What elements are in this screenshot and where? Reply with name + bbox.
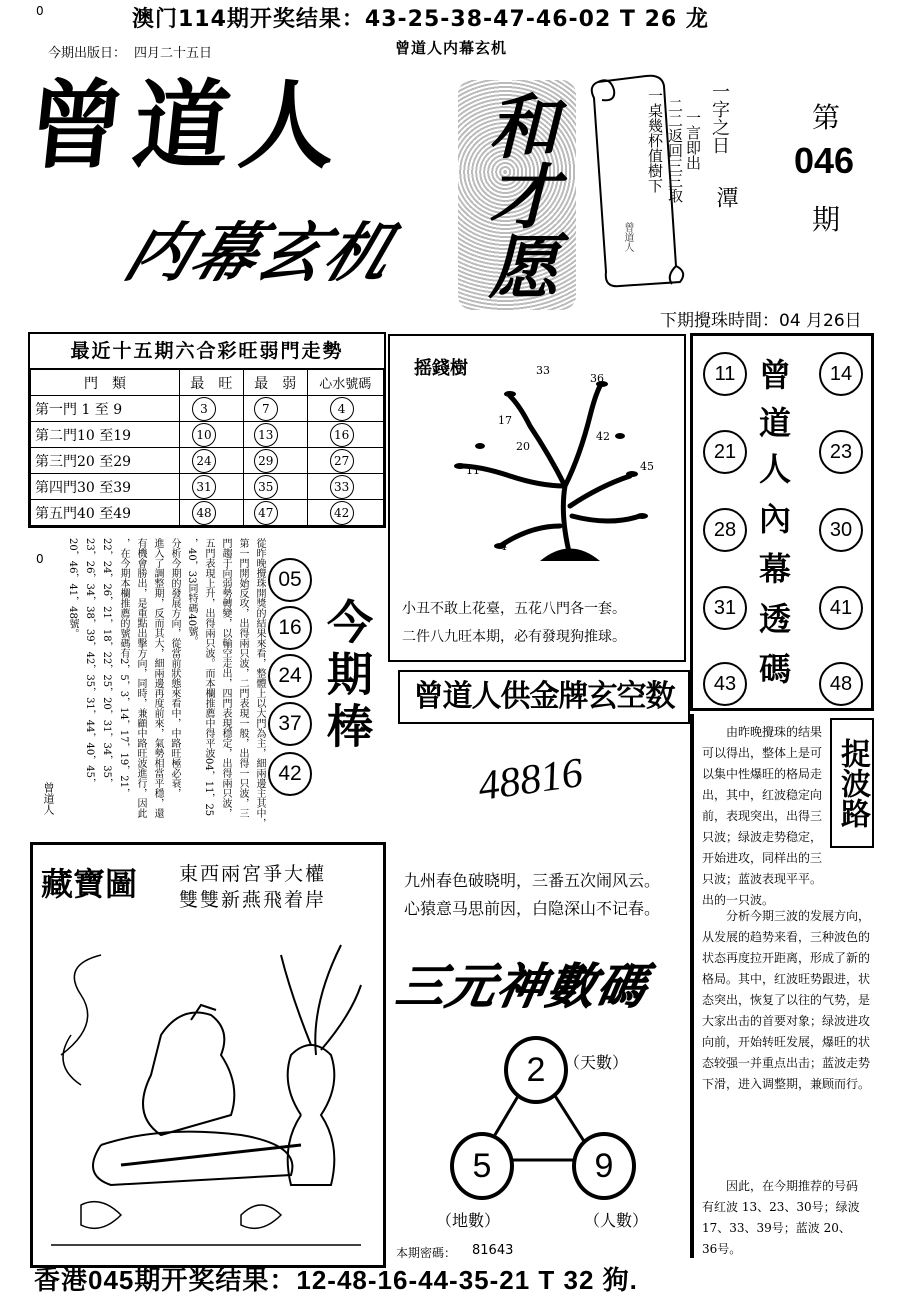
code-circle: 28 bbox=[703, 508, 747, 552]
earth-label: （地數） bbox=[436, 1211, 501, 1230]
main-title: 曾道人 bbox=[22, 69, 352, 182]
sub-title: 内幕玄机 bbox=[115, 217, 405, 291]
analysis-column: 23，26，34，38，39，42，35，31，44，40，45， bbox=[84, 538, 95, 788]
tree-illustration bbox=[420, 366, 670, 566]
table-row bbox=[31, 500, 384, 526]
code-char: 人 bbox=[759, 450, 792, 488]
analysis-column: 20，46，41，48號。 bbox=[67, 538, 78, 639]
tree-number: 11 bbox=[466, 464, 480, 477]
password-label: 本期密碼： bbox=[396, 1246, 457, 1260]
column-header: 門 類 bbox=[31, 370, 180, 396]
sage-illustration bbox=[41, 915, 371, 1255]
tree-number: 33 bbox=[536, 364, 550, 377]
treasure-title: 藏寶圖 bbox=[41, 865, 138, 903]
code-char: 幕 bbox=[759, 550, 792, 588]
analysis-text bbox=[58, 538, 268, 838]
column-header: 心水號碼 bbox=[307, 370, 383, 396]
wave-title: 捉波路 bbox=[830, 718, 874, 848]
human-label: （人數） bbox=[584, 1211, 649, 1230]
macau-result: 澳门114期开奖结果：43-25-38-47-46-02 T 26 龙 bbox=[132, 7, 709, 32]
corner-mark: 0 bbox=[36, 4, 44, 18]
code-circle: 30 bbox=[819, 508, 863, 552]
cold-number: 7 bbox=[254, 397, 278, 421]
analysis-column: 從昨晚攪珠開獎的結果來看，整體上以大門為主，細兩邊主其中， bbox=[254, 538, 265, 828]
tree-poem-line: 小丑不敢上花臺，五花八門各一套。 bbox=[402, 601, 626, 617]
pub-date-label: 今期出版日： bbox=[48, 46, 127, 61]
stick-number: 05 bbox=[268, 558, 312, 602]
code-char: 碼 bbox=[759, 650, 792, 688]
row-label: 第四門30 至39 bbox=[31, 474, 180, 500]
analysis-column: 分析今期的發展方向，從當前狀態來看中，中路旺極必衰， bbox=[169, 538, 180, 798]
human-number: 9 bbox=[572, 1132, 636, 1200]
analysis-signature: 曾道人 bbox=[42, 782, 55, 815]
verse-line: 九州春色破晓明，三番五次闹风云。 bbox=[404, 871, 661, 890]
wave-para: 由昨晚攪珠的结果可以得出，整体上是可以集中性爆旺的格局走出，其中，红波稳定向前，表现突出，出得三只波；绿波走势稳定，开始进攻，同样出的三只波；蓝波表现平平。出的一只波。 bbox=[702, 725, 823, 907]
scroll-signature: 曾道人 bbox=[622, 222, 633, 252]
cold-number: 47 bbox=[254, 501, 278, 525]
verse-line: 心猿意马思前因，白隐深山不记春。 bbox=[404, 899, 661, 918]
code-circle: 31 bbox=[703, 586, 747, 630]
wave-para-1a bbox=[702, 722, 826, 911]
stick-number: 42 bbox=[268, 752, 312, 796]
column-header: 最 弱 bbox=[243, 370, 307, 396]
table-row bbox=[31, 474, 384, 500]
hot-number: 24 bbox=[192, 449, 216, 473]
scroll-line-1: 一字之日 bbox=[709, 82, 730, 154]
stick-label: 今期棒 bbox=[320, 598, 374, 754]
column-divider bbox=[690, 714, 694, 1258]
analysis-column: 門趨于向弱勢轉變，以輸空走出，四門表現穩定，出得兩只波， bbox=[220, 538, 231, 818]
analysis-column: ，在今期本欄推薦的號碼有2，5，3，14，17，19，21， bbox=[118, 538, 129, 798]
analysis-column: 五門表現上升，出得兩只波。而本欄推薦中得平波04，11，25 bbox=[203, 538, 214, 817]
tree-number: 36 bbox=[590, 372, 604, 385]
analysis-column: 22，24，26，21，18，22，25，20，31，34，35， bbox=[101, 538, 112, 788]
sanyuan-title: 三元神數碼 bbox=[392, 961, 652, 1014]
treasure-verse: 雙雙新燕飛着岸 bbox=[179, 889, 327, 911]
issue-number: 046 bbox=[794, 140, 855, 181]
issue-suffix: 期 bbox=[812, 203, 841, 236]
analysis-column: 有機會勝出，是重點出擊方向，同時，兼顧中路旺波進行，因此 bbox=[135, 538, 146, 818]
tree-number: 42 bbox=[596, 430, 610, 443]
code-char: 道 bbox=[759, 404, 792, 442]
wave-para-2: 分析今期三波的发展方向，从发展的趋势来看，三种波色的状态再度拉开距离，形成了新的格局。其中，红波旺势跟进，状态突出，恢复了以往的气势，是大家出击的首要对象；绿波进攻向前，开始转旺发展，爆旺的状态较强一并重点出击；蓝波走势下滑，进入调整期，兼顾而行。 bbox=[702, 909, 871, 1091]
trend-table-panel bbox=[28, 332, 386, 528]
trend-table-title: 最近十五期六合彩旺弱門走勢 bbox=[30, 334, 384, 369]
code-circle: 48 bbox=[819, 662, 863, 706]
pick-number: 27 bbox=[330, 449, 354, 473]
table-header-row bbox=[31, 370, 384, 396]
issue-prefix: 第 bbox=[812, 101, 841, 134]
wave-para-3: 因此，在今期推荐的号码有红波 13、23、30号；绿波 17、33、39号；蓝波 20、36号。 bbox=[702, 1179, 860, 1256]
code-circle: 14 bbox=[819, 352, 863, 396]
stick-number: 24 bbox=[268, 654, 312, 698]
tree-number: 20 bbox=[516, 440, 530, 453]
pub-date: 四月二十五日 bbox=[134, 46, 213, 61]
row-label: 第五門40 至49 bbox=[31, 500, 180, 526]
table-row bbox=[31, 448, 384, 474]
pick-number: 33 bbox=[330, 475, 354, 499]
row-label: 第二門10 至19 bbox=[31, 422, 180, 448]
scroll-line-4: 二二返回三三取 bbox=[666, 98, 684, 203]
tree-poem-line: 二件八九旺本期，必有發現狗推球。 bbox=[402, 629, 626, 645]
scroll-line-3: 一言即出 bbox=[684, 110, 702, 170]
code-circle: 21 bbox=[703, 430, 747, 474]
pick-number: 42 bbox=[330, 501, 354, 525]
column-header: 最 旺 bbox=[180, 370, 244, 396]
scroll-line-2: 潭 bbox=[713, 186, 738, 208]
stick-number: 37 bbox=[268, 702, 312, 746]
treasure-map-panel bbox=[30, 842, 386, 1268]
code-circle: 23 bbox=[819, 430, 863, 474]
analysis-column: 進入了調整期，反而其大，細兩邊再度前來，氣勢相當平穩，還 bbox=[152, 538, 163, 818]
password-value: 81643 bbox=[472, 1243, 514, 1258]
inside-codes-panel bbox=[690, 333, 874, 711]
hk-result: 香港045期开奖结果：12-48-16-44-35-21 T 32 狗. bbox=[34, 1265, 638, 1295]
row-label: 第三門20 至29 bbox=[31, 448, 180, 474]
table-row bbox=[31, 422, 384, 448]
gold-handwriting: 48816 bbox=[475, 749, 586, 811]
pick-number: 4 bbox=[330, 397, 354, 421]
row-label: 第一門 1 至 9 bbox=[31, 396, 180, 422]
cold-number: 29 bbox=[254, 449, 278, 473]
pick-number: 16 bbox=[330, 423, 354, 447]
earth-number: 5 bbox=[450, 1132, 514, 1200]
code-char: 曾 bbox=[759, 356, 792, 394]
money-tree-panel bbox=[388, 334, 686, 662]
tree-number: 45 bbox=[640, 460, 654, 473]
treasure-verse: 東西兩宮爭大權 bbox=[179, 863, 327, 885]
tree-number: 17 bbox=[498, 414, 512, 427]
table-row bbox=[31, 396, 384, 422]
analysis-column: 第一門開始反攻，出得兩只波，二門表現一般，出得一只波，三 bbox=[237, 538, 248, 818]
heaven-number: 2 bbox=[504, 1036, 568, 1104]
header-subtitle: 曾道人内幕玄机 bbox=[395, 39, 508, 57]
cold-number: 35 bbox=[254, 475, 278, 499]
hot-number: 3 bbox=[192, 397, 216, 421]
hot-number: 48 bbox=[192, 501, 216, 525]
graffiti-text: 和才愿 bbox=[477, 90, 560, 300]
analysis-column: ，40，33同特碼40號。 bbox=[186, 538, 197, 647]
hot-number: 31 bbox=[192, 475, 216, 499]
scroll-line-5: 一桌幾杯值樹下 bbox=[646, 88, 664, 193]
tree-number: 4 bbox=[500, 540, 507, 553]
money-tree-title: 摇錢樹 bbox=[414, 358, 468, 379]
hot-number: 10 bbox=[192, 423, 216, 447]
code-circle: 43 bbox=[703, 662, 747, 706]
code-circle: 41 bbox=[819, 586, 863, 630]
code-circle: 11 bbox=[703, 352, 747, 396]
next-draw-time: 下期攪珠時間：04 月26日 bbox=[660, 311, 862, 331]
code-char: 內 bbox=[759, 500, 792, 538]
stick-number: 16 bbox=[268, 606, 312, 650]
analysis-mark: 0 bbox=[36, 552, 44, 566]
gold-title: 曾道人供金牌玄空数 bbox=[398, 670, 690, 724]
cold-number: 13 bbox=[254, 423, 278, 447]
heaven-label: （天數） bbox=[564, 1053, 629, 1072]
code-char: 透 bbox=[759, 600, 792, 638]
trend-table bbox=[30, 369, 384, 526]
